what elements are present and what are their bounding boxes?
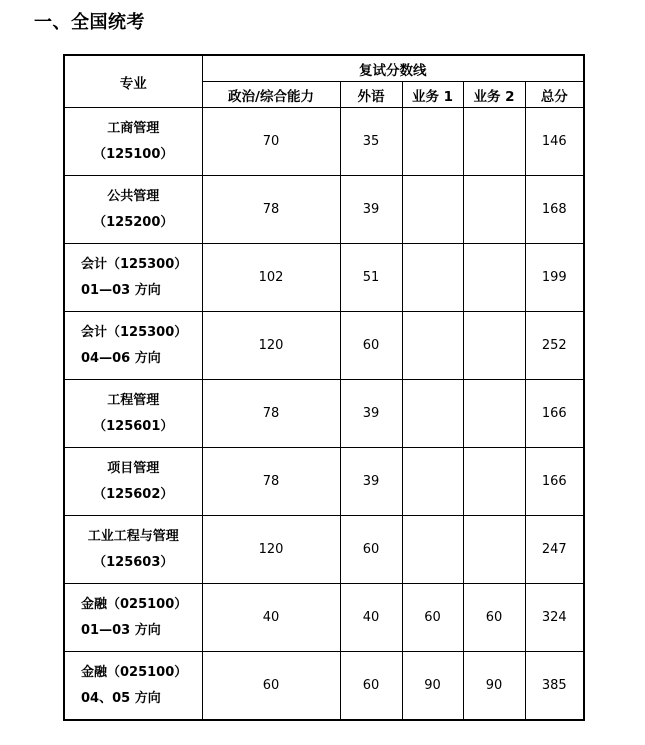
major-code: （125601）: [93, 418, 174, 434]
header-subject-2: 业务 2: [463, 82, 525, 108]
score-subject-1: [402, 380, 463, 448]
major-code: （125100）: [93, 146, 174, 162]
header-score-group: 复试分数线: [202, 55, 584, 82]
table-row: [64, 108, 584, 176]
header-major: 专业: [64, 55, 202, 108]
major-cell: [64, 244, 202, 312]
score-foreign-language: 35: [340, 108, 402, 176]
score-subject-1: 60: [402, 584, 463, 652]
score-politics: 78: [202, 448, 340, 516]
table-row: [64, 652, 584, 721]
score-subject-2: [463, 380, 525, 448]
score-politics: 40: [202, 584, 340, 652]
score-subject-1: [402, 108, 463, 176]
score-subject-1: [402, 516, 463, 584]
score-total: 168: [525, 176, 584, 244]
major-code: 04—06 方向: [81, 350, 161, 366]
score-politics: 102: [202, 244, 340, 312]
score-foreign-language: 40: [340, 584, 402, 652]
table-row: [64, 380, 584, 448]
score-total: 324: [525, 584, 584, 652]
major-name: 会计（125300）: [81, 324, 188, 340]
major-cell: [64, 516, 202, 584]
score-foreign-language: 39: [340, 380, 402, 448]
header-subject-1: 业务 1: [402, 82, 463, 108]
major-cell: [64, 380, 202, 448]
score-subject-1: [402, 312, 463, 380]
major-code: 01—03 方向: [81, 622, 161, 638]
score-total: 385: [525, 652, 584, 721]
score-politics: 78: [202, 176, 340, 244]
score-politics: 60: [202, 652, 340, 721]
major-name: 金融（025100）: [81, 664, 188, 680]
section-title: 一、全国统考: [34, 12, 145, 33]
major-cell: [64, 312, 202, 380]
major-name: 工程管理: [107, 392, 160, 408]
score-politics: 120: [202, 312, 340, 380]
major-cell: [64, 584, 202, 652]
score-subject-2: [463, 448, 525, 516]
table-row: [64, 516, 584, 584]
score-subject-2: [463, 108, 525, 176]
major-name: 工商管理: [107, 120, 160, 136]
score-subject-2: [463, 516, 525, 584]
score-subject-1: 90: [402, 652, 463, 721]
major-name: 会计（125300）: [81, 256, 188, 272]
score-total: 146: [525, 108, 584, 176]
score-subject-2: [463, 312, 525, 380]
major-code: 01—03 方向: [81, 282, 161, 298]
score-subject-2: 60: [463, 584, 525, 652]
score-subject-1: [402, 176, 463, 244]
table-row: [64, 244, 584, 312]
score-foreign-language: 39: [340, 448, 402, 516]
major-code: （125602）: [93, 486, 174, 502]
score-total: 252: [525, 312, 584, 380]
score-subject-2: [463, 176, 525, 244]
header-politics: 政治/综合能力: [202, 82, 340, 108]
score-foreign-language: 60: [340, 652, 402, 721]
major-code: 04、05 方向: [81, 690, 161, 706]
score-foreign-language: 39: [340, 176, 402, 244]
major-name: 工业工程与管理: [87, 528, 179, 544]
major-name: 金融（025100）: [81, 596, 188, 612]
table-row: [64, 448, 584, 516]
score-subject-2: 90: [463, 652, 525, 721]
header-foreign-language: 外语: [340, 82, 402, 108]
major-code: （125603）: [93, 554, 174, 570]
score-foreign-language: 51: [340, 244, 402, 312]
major-name: 项目管理: [107, 460, 160, 476]
major-code: （125200）: [93, 214, 174, 230]
table-row: [64, 584, 584, 652]
table-row: [64, 176, 584, 244]
score-politics: 70: [202, 108, 340, 176]
score-subject-1: [402, 244, 463, 312]
score-foreign-language: 60: [340, 312, 402, 380]
score-politics: 78: [202, 380, 340, 448]
major-cell: [64, 108, 202, 176]
header-row-1: [64, 55, 584, 82]
score-table: [63, 54, 585, 721]
score-politics: 120: [202, 516, 340, 584]
major-cell: [64, 652, 202, 721]
score-foreign-language: 60: [340, 516, 402, 584]
major-cell: [64, 448, 202, 516]
score-total: 166: [525, 380, 584, 448]
header-total: 总分: [525, 82, 584, 108]
score-subject-2: [463, 244, 525, 312]
score-total: 199: [525, 244, 584, 312]
major-cell: [64, 176, 202, 244]
major-name: 公共管理: [107, 188, 160, 204]
score-subject-1: [402, 448, 463, 516]
score-total: 247: [525, 516, 584, 584]
table-row: [64, 312, 584, 380]
score-total: 166: [525, 448, 584, 516]
